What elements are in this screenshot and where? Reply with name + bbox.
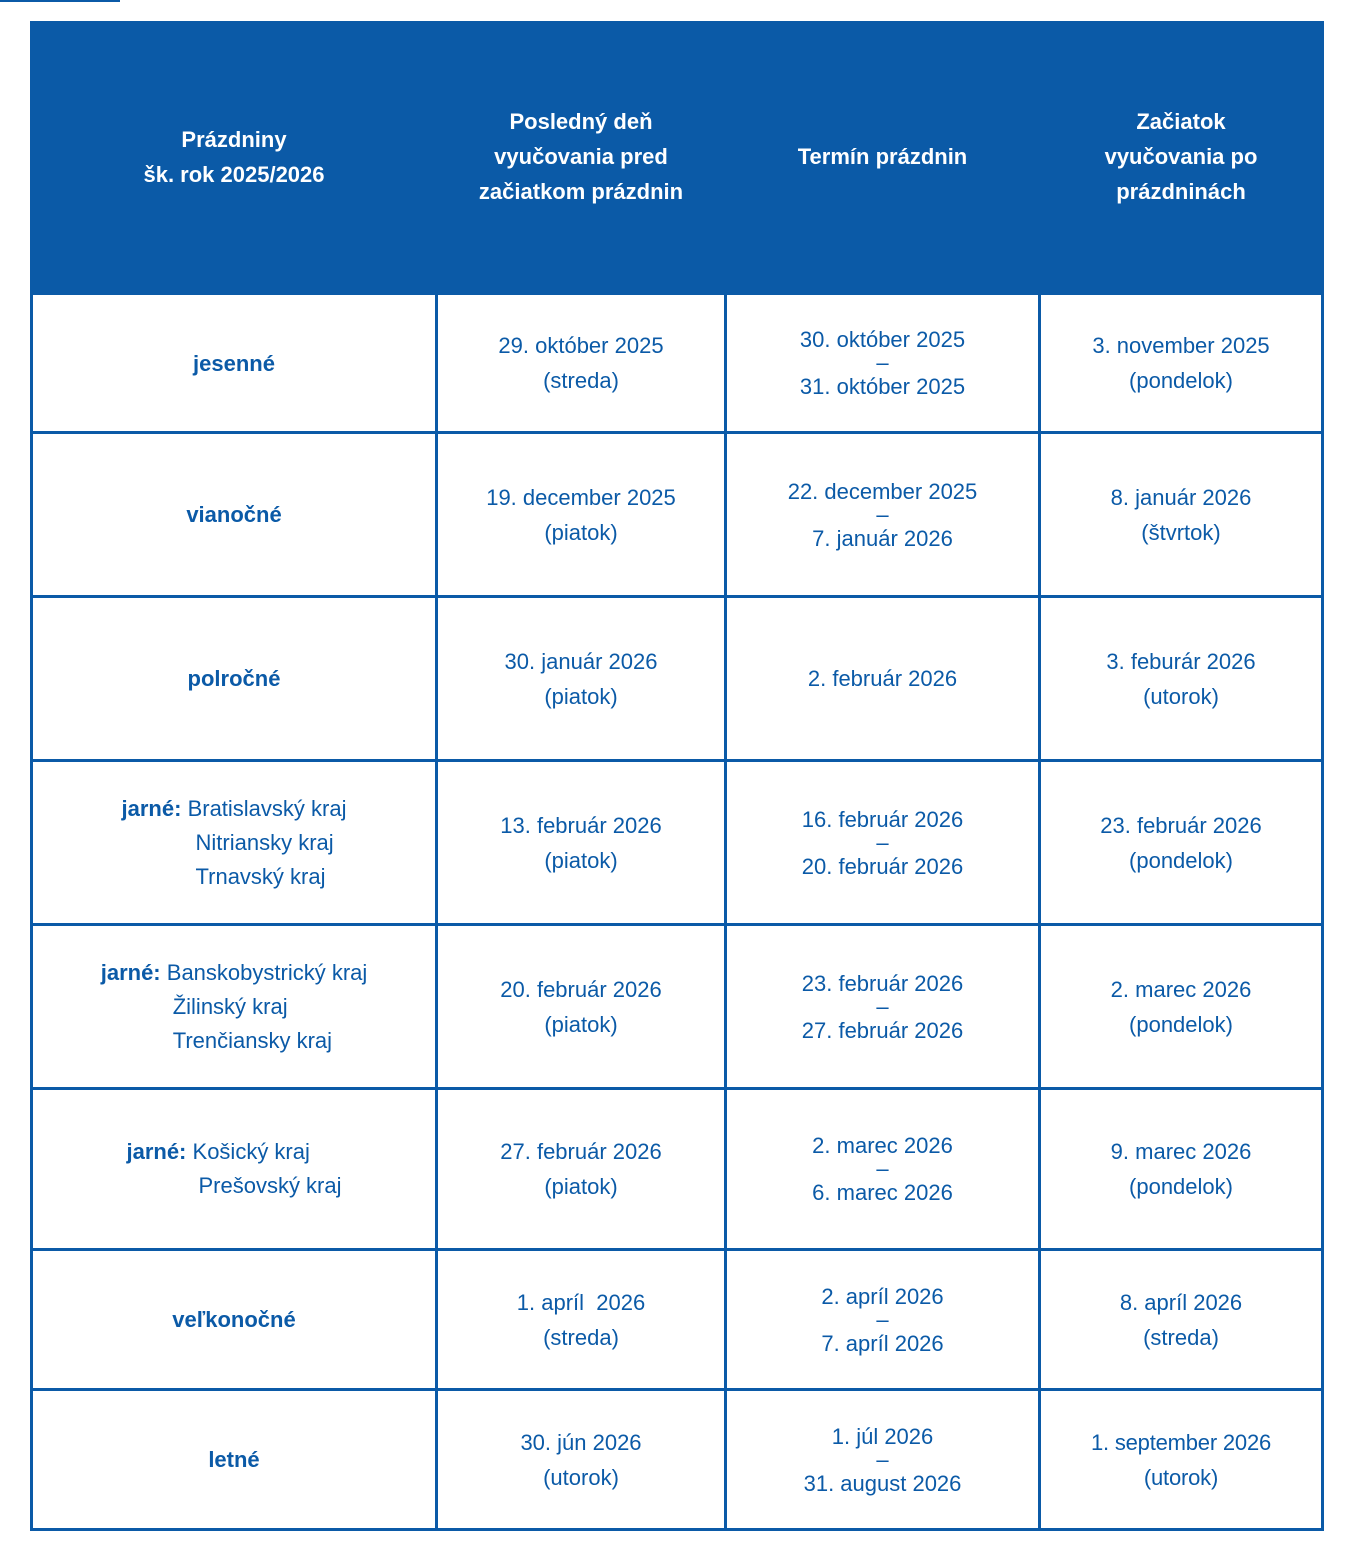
- holiday-label: jarné:: [121, 795, 182, 821]
- holiday-name: vianočné: [32, 433, 437, 597]
- term-cell: [726, 433, 1040, 597]
- table-row: [32, 294, 1323, 433]
- holiday-name: jesenné: [32, 294, 437, 433]
- header-start-line2: vyučovania po: [1104, 144, 1258, 169]
- start-weekday: (pondelok): [1129, 1174, 1233, 1199]
- top-accent-line: [0, 0, 120, 2]
- term-from: 2. marec 2026: [812, 1133, 953, 1158]
- last-day-date: 30. január 2026: [504, 648, 658, 674]
- header-term: [726, 21, 1040, 294]
- term-to: 6. marec 2026: [812, 1180, 953, 1205]
- last-day-cell: [437, 597, 726, 761]
- term-to: 31. október 2025: [799, 374, 966, 399]
- term-from: 30. október 2025: [799, 327, 966, 352]
- table-row: [32, 597, 1323, 761]
- last-day-date: 20. február 2026: [500, 976, 662, 1002]
- start-weekday: (pondelok): [1129, 847, 1233, 873]
- holiday-name: polročné: [32, 597, 437, 761]
- term-to: 20. február 2026: [801, 853, 964, 879]
- start-weekday: (utorok): [1143, 1464, 1219, 1490]
- region-name: Žilinský kraj: [172, 993, 288, 1019]
- holiday-name: letné: [32, 1390, 437, 1530]
- term-cell: [726, 294, 1040, 433]
- last-day-cell: [437, 1390, 726, 1530]
- term-separator: –: [876, 501, 889, 527]
- last-day-weekday: (piatok): [544, 683, 618, 709]
- last-day-cell: [437, 1250, 726, 1390]
- table-row: [32, 1250, 1323, 1390]
- term-separator: –: [876, 1156, 889, 1181]
- start-cell: [1040, 294, 1323, 433]
- header-start-line1: Začiatok: [1136, 109, 1226, 134]
- last-day-cell: [437, 433, 726, 597]
- start-cell: [1040, 1390, 1323, 1530]
- term-cell: [726, 1089, 1040, 1250]
- last-day-date: 29. október 2025: [498, 333, 664, 358]
- last-day-weekday: (piatok): [544, 1174, 618, 1199]
- start-cell: [1040, 761, 1323, 925]
- term-cell: [726, 925, 1040, 1089]
- start-cell: [1040, 597, 1323, 761]
- region-name: Košický kraj: [192, 1139, 310, 1164]
- start-cell: [1040, 1089, 1323, 1250]
- start-date: 2. marec 2026: [1110, 976, 1252, 1002]
- term-cell: [726, 597, 1040, 761]
- term-from: 16. február 2026: [801, 806, 964, 832]
- term-from: 2. apríl 2026: [821, 1283, 944, 1309]
- start-date: 8. apríl 2026: [1119, 1289, 1243, 1315]
- last-day-weekday: (piatok): [544, 519, 618, 545]
- region-name: Prešovský kraj: [198, 1173, 342, 1198]
- term-cell: [726, 761, 1040, 925]
- last-day-cell: [437, 761, 726, 925]
- start-weekday: (utorok): [1143, 683, 1219, 709]
- holiday-label: jarné:: [126, 1139, 187, 1164]
- holiday-regions-cell: [32, 1089, 437, 1250]
- start-date: 3. november 2025: [1092, 333, 1270, 358]
- term-separator: –: [876, 350, 889, 375]
- start-date: 8. január 2026: [1110, 484, 1252, 510]
- last-day-date: 1. apríl 2026: [516, 1289, 646, 1315]
- start-date: 1. september 2026: [1090, 1429, 1272, 1455]
- term-separator: –: [876, 993, 889, 1019]
- last-day-date: 13. február 2026: [500, 812, 662, 838]
- term-to: 31. august 2026: [803, 1470, 962, 1496]
- start-weekday: (streda): [1143, 1324, 1219, 1350]
- start-date: 9. marec 2026: [1110, 1139, 1252, 1164]
- header-last-day: [437, 21, 726, 294]
- region-name: Trnavský kraj: [195, 863, 326, 889]
- header-start-line3: prázdninách: [1116, 179, 1246, 204]
- start-weekday: (pondelok): [1129, 368, 1233, 393]
- header-last-day-line1: Posledný deň: [509, 109, 653, 134]
- term-separator: –: [876, 1446, 889, 1472]
- term-from: 22. december 2025: [787, 478, 978, 504]
- last-day-weekday: (streda): [543, 368, 619, 393]
- start-cell: [1040, 433, 1323, 597]
- region-name: Trenčiansky kraj: [172, 1027, 333, 1053]
- table-row: [32, 761, 1323, 925]
- last-day-date: 30. jún 2026: [520, 1429, 642, 1455]
- last-day-date: 27. február 2026: [500, 1139, 662, 1164]
- holiday-schedule-table: [30, 21, 1324, 1531]
- start-weekday: (štvrtok): [1141, 519, 1221, 545]
- term-separator: –: [876, 829, 889, 855]
- region-name: Bratislavský kraj: [187, 795, 347, 821]
- term-cell: [726, 1390, 1040, 1530]
- start-date: 23. február 2026: [1100, 812, 1262, 838]
- term-from: 1. júl 2026: [831, 1423, 934, 1449]
- header-start: [1040, 21, 1323, 294]
- table-row: [32, 1089, 1323, 1250]
- start-cell: [1040, 925, 1323, 1089]
- table-row: [32, 1390, 1323, 1530]
- term-single-date: 2. február 2026: [807, 666, 958, 691]
- header-term-title: Termín prázdnin: [797, 144, 968, 169]
- header-holidays-title: Prázdniny: [181, 126, 287, 152]
- term-from: 23. február 2026: [801, 970, 964, 996]
- last-day-date: 19. december 2025: [486, 484, 676, 510]
- header-last-day-line3: začiatkom prázdnin: [478, 179, 684, 204]
- last-day-weekday: (utorok): [543, 1464, 619, 1490]
- table-header-row: [32, 21, 1323, 294]
- holiday-regions-cell: [32, 761, 437, 925]
- region-name: Banskobystrický kraj: [166, 959, 368, 985]
- last-day-weekday: (streda): [543, 1324, 619, 1350]
- last-day-cell: [437, 294, 726, 433]
- term-to: 27. február 2026: [801, 1017, 964, 1043]
- term-to: 7. január 2026: [812, 525, 953, 551]
- start-cell: [1040, 1250, 1323, 1390]
- start-weekday: (pondelok): [1129, 1011, 1233, 1037]
- holiday-label: jarné:: [100, 959, 161, 985]
- start-date: 3. feburár 2026: [1106, 648, 1256, 674]
- last-day-cell: [437, 1089, 726, 1250]
- holiday-regions-cell: [32, 925, 437, 1089]
- region-name: Nitriansky kraj: [195, 829, 334, 855]
- last-day-weekday: (piatok): [544, 847, 618, 873]
- term-separator: –: [876, 1306, 889, 1332]
- header-school-year: šk. rok 2025/2026: [143, 161, 325, 187]
- header-holidays: [32, 21, 437, 294]
- table-row: [32, 925, 1323, 1089]
- term-to: 7. apríl 2026: [821, 1330, 944, 1356]
- term-cell: [726, 1250, 1040, 1390]
- last-day-weekday: (piatok): [544, 1011, 618, 1037]
- holiday-name: veľkonočné: [32, 1250, 437, 1390]
- last-day-cell: [437, 925, 726, 1089]
- header-last-day-line2: vyučovania pred: [494, 144, 668, 169]
- table-row: [32, 433, 1323, 597]
